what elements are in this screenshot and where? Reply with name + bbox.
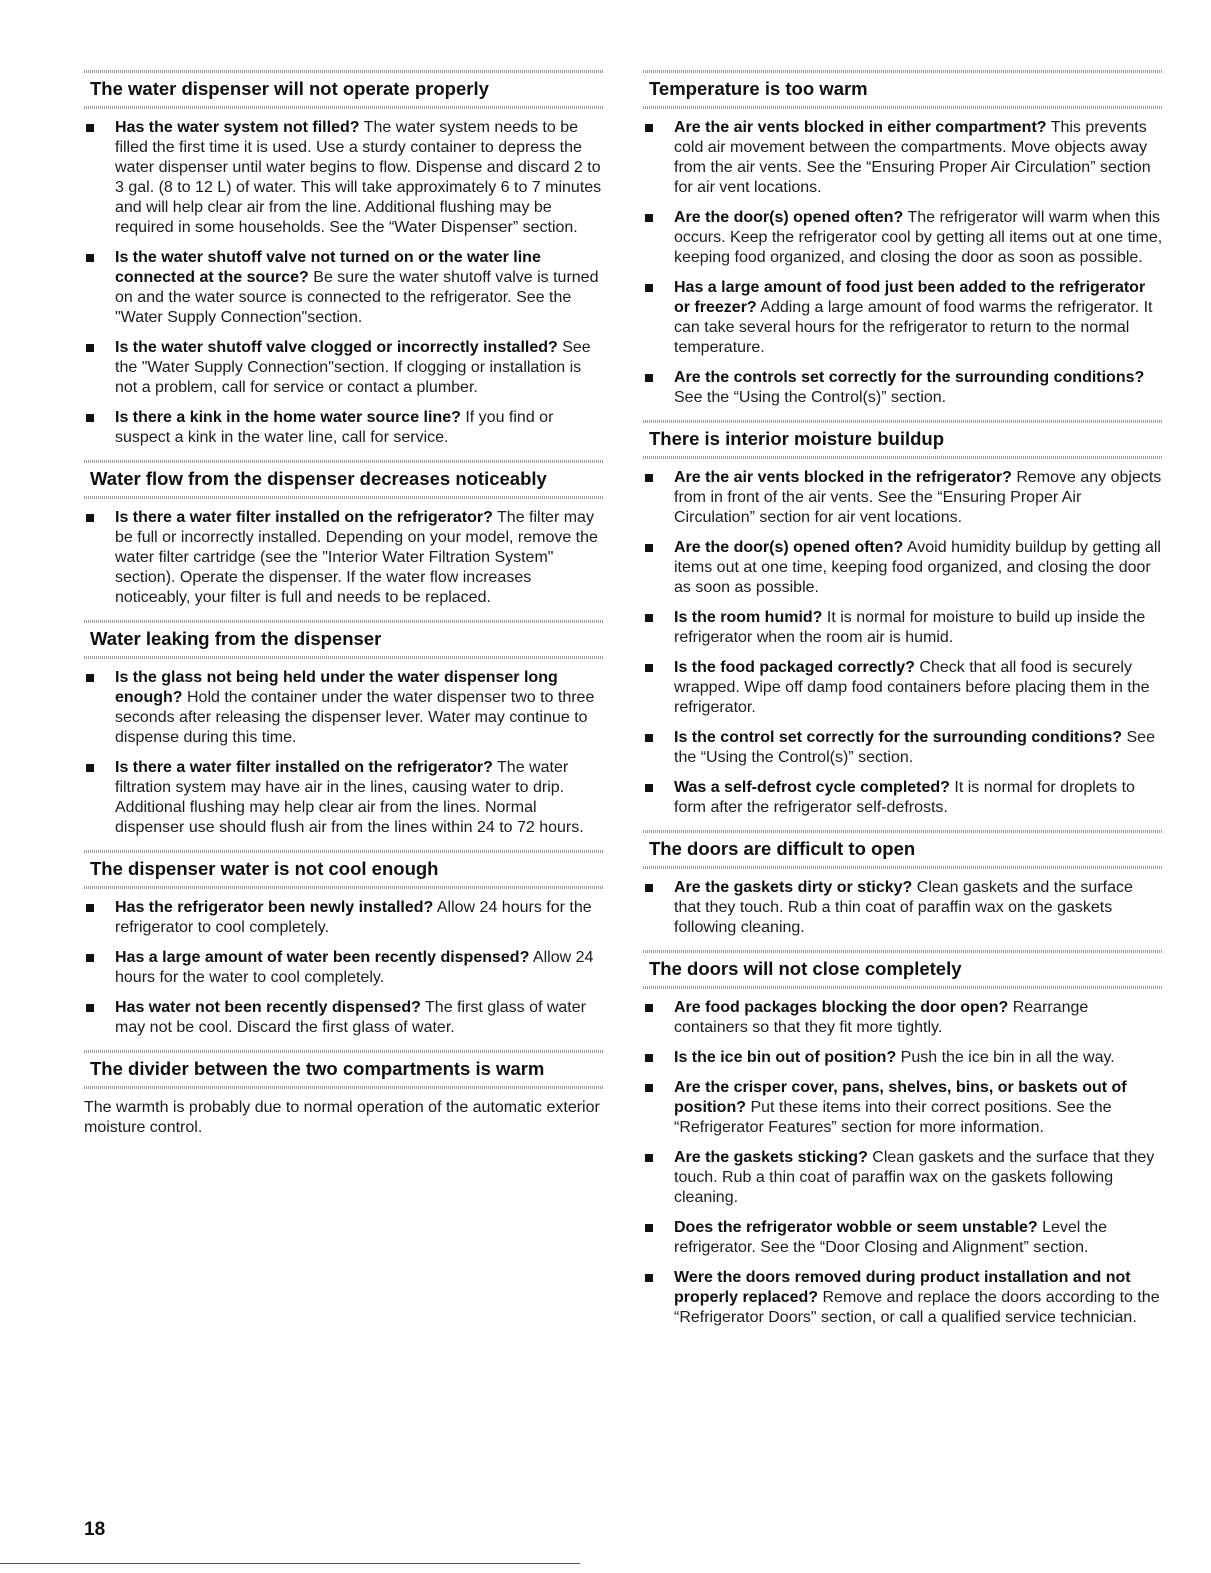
square-bullet-icon <box>645 284 653 292</box>
answer-text: The water filtration system may have air in the lines, causing water to drip. Additional flushing may help clear air from the lines. Normal dispenser use should flush air from the lines within 24 to 72 hours. <box>115 759 584 836</box>
answer-text: Clean gaskets and the surface that they touch. Rub a thin coat of paraffin wax on the gaskets following cleaning. <box>674 1149 1155 1206</box>
question-list <box>84 898 604 1038</box>
square-bullet-icon <box>86 954 94 962</box>
list-item <box>643 998 1163 1038</box>
square-bullet-icon <box>645 544 653 552</box>
square-bullet-icon <box>86 124 94 132</box>
section-heading-band <box>84 460 604 499</box>
question-text: Is the water shutoff valve not turned on or the water line connected at the source? <box>115 249 541 286</box>
square-bullet-icon <box>86 904 94 912</box>
question-text: Are the air vents blocked in the refrigerator? <box>674 469 1012 486</box>
square-bullet-icon <box>645 664 653 672</box>
list-item <box>84 898 604 938</box>
list-item <box>643 658 1163 718</box>
answer-text: See the "Water Supply Connection"section. If clogging or installation is not a problem, call for service or contact a plumber. <box>115 339 591 396</box>
list-item <box>643 1078 1163 1138</box>
answer-text: Check that all food is securely wrapped. Wipe off damp food containers before placing them in the refrigerator. <box>674 659 1150 716</box>
answer-text: It is normal for droplets to form after the refrigerator self-defrosts. <box>674 779 1135 816</box>
question-list <box>643 878 1163 938</box>
square-bullet-icon <box>645 124 653 132</box>
section-heading-band <box>643 830 1163 869</box>
section-heading: The dispenser water is not cool enough <box>90 858 439 879</box>
section-heading: The doors are difficult to open <box>649 838 916 859</box>
question-text: Is there a water filter installed on the refrigerator? <box>115 509 493 526</box>
troubleshooting-section <box>643 70 1163 408</box>
answer-text: Level the refrigerator. See the “Door Closing and Alignment” section. <box>674 1219 1108 1256</box>
troubleshooting-section <box>84 1050 604 1138</box>
square-bullet-icon <box>645 734 653 742</box>
square-bullet-icon <box>86 1004 94 1012</box>
answer-text: See the “Using the Control(s)” section. <box>674 389 947 406</box>
question-text: Are food packages blocking the door open? <box>674 999 1009 1016</box>
list-item <box>643 118 1163 198</box>
answer-text: Clean gaskets and the surface that they touch. Rub a thin coat of paraffin wax on the gaskets following cleaning. <box>674 879 1133 936</box>
question-text: Are the gaskets dirty or sticky? <box>674 879 913 896</box>
square-bullet-icon <box>645 1224 653 1232</box>
section-heading-band <box>643 950 1163 989</box>
list-item <box>84 338 604 398</box>
troubleshooting-section <box>643 420 1163 818</box>
answer-text: Be sure the water shutoff valve is turned on and the water source is connected to the refrigerator. See the "Water Supply Connection"section. <box>115 269 599 326</box>
question-list <box>84 668 604 838</box>
section-heading: The water dispenser will not operate properly <box>90 78 489 99</box>
answer-text: This prevents cold air movement between the compartments. Move objects away from the air vents. See the “Ensuring Proper Air Circulation” section for air vent locations. <box>674 119 1151 196</box>
question-text: Does the refrigerator wobble or seem unstable? <box>674 1219 1038 1236</box>
question-text: Has water not been recently dispensed? <box>115 999 421 1016</box>
square-bullet-icon <box>645 1054 653 1062</box>
question-text: Has the water system not filled? <box>115 119 360 136</box>
square-bullet-icon <box>645 884 653 892</box>
square-bullet-icon <box>86 764 94 772</box>
page-number: 18 <box>84 1519 106 1540</box>
question-list <box>84 118 604 448</box>
question-text: Has the refrigerator been newly installed? <box>115 899 434 916</box>
square-bullet-icon <box>86 254 94 262</box>
answer-text: Remove and replace the doors according to the “Refrigerator Doors" section, or call a qualified service technician. <box>674 1289 1160 1326</box>
answer-text: The refrigerator will warm when this occurs. Keep the refrigerator cool by getting all items out at one time, keeping food organized, and closing the door as soon as possible. <box>674 209 1163 266</box>
list-item <box>643 728 1163 768</box>
section-heading: Water leaking from the dispenser <box>90 628 382 649</box>
section-heading: The doors will not close completely <box>649 958 962 979</box>
list-item <box>84 998 604 1038</box>
list-item <box>643 1048 1163 1068</box>
list-item <box>643 278 1163 358</box>
square-bullet-icon <box>86 414 94 422</box>
square-bullet-icon <box>645 1154 653 1162</box>
question-text: Is there a water filter installed on the refrigerator? <box>115 759 493 776</box>
square-bullet-icon <box>645 374 653 382</box>
bottom-rule <box>0 1563 580 1564</box>
question-text: Are the gaskets sticking? <box>674 1149 868 1166</box>
list-item <box>84 758 604 838</box>
answer-text: The first glass of water may not be cool. Discard the first glass of water. <box>115 999 586 1036</box>
answer-text: Adding a large amount of food warms the refrigerator. It can take several hours for the refrigerator to return to the normal temperature. <box>674 299 1153 356</box>
question-text: Was a self-defrost cycle completed? <box>674 779 950 796</box>
answer-text: Allow 24 hours for the water to cool completely. <box>115 949 594 986</box>
troubleshooting-section <box>643 830 1163 938</box>
answer-text: Avoid humidity buildup by getting all items out at one time, keeping food organized, and closing the door as soon as possible. <box>674 539 1161 596</box>
left-column <box>84 70 604 1150</box>
section-heading-band <box>643 70 1163 109</box>
list-item <box>643 1268 1163 1328</box>
list-item <box>643 468 1163 528</box>
question-text: Has a large amount of food just been added to the refrigerator or freezer? <box>674 279 1146 316</box>
section-heading-band <box>84 850 604 889</box>
list-item <box>84 248 604 328</box>
answer-text: If you find or suspect a kink in the water line, call for service. <box>115 409 554 446</box>
square-bullet-icon <box>645 214 653 222</box>
question-text: Is the ice bin out of position? <box>674 1049 897 1066</box>
question-list <box>643 998 1163 1328</box>
troubleshooting-section <box>84 460 604 608</box>
section-heading: The divider between the two compartments is warm <box>90 1058 545 1079</box>
square-bullet-icon <box>86 674 94 682</box>
list-item <box>84 668 604 748</box>
section-heading-band <box>84 620 604 659</box>
answer-text: Allow 24 hours for the refrigerator to cool completely. <box>115 899 592 936</box>
question-text: Were the doors removed during product installation and not properly replaced? <box>674 1269 1131 1306</box>
answer-text: It is normal for moisture to build up inside the refrigerator when the room air is humid. <box>674 609 1146 646</box>
question-list <box>643 118 1163 408</box>
list-item <box>643 1218 1163 1258</box>
square-bullet-icon <box>86 514 94 522</box>
question-text: Is the water shutoff valve clogged or incorrectly installed? <box>115 339 558 356</box>
section-heading-band <box>84 70 604 109</box>
answer-text: Hold the container under the water dispenser two to three seconds after releasing the dispenser lever. Water may continue to dispense during this time. <box>115 689 595 746</box>
question-text: Is there a kink in the home water source line? <box>115 409 461 426</box>
question-text: Are the crisper cover, pans, shelves, bins, or baskets out of position? <box>674 1079 1127 1116</box>
list-item <box>643 538 1163 598</box>
square-bullet-icon <box>645 1274 653 1282</box>
section-heading: There is interior moisture buildup <box>649 428 945 449</box>
square-bullet-icon <box>645 784 653 792</box>
list-item <box>84 508 604 608</box>
question-list <box>84 508 604 608</box>
list-item <box>643 778 1163 818</box>
question-text: Has a large amount of water been recently dispensed? <box>115 949 530 966</box>
answer-text: Push the ice bin in all the way. <box>900 1049 1115 1066</box>
right-column <box>643 70 1163 1340</box>
answer-text: Put these items into their correct positions. See the “Refrigerator Features” section for more information. <box>674 1099 1112 1136</box>
question-text: Are the air vents blocked in either compartment? <box>674 119 1047 136</box>
answer-text: The filter may be full or incorrectly installed. Depending on your model, remove the water filter cartridge (see the "Interior Water Filtration System" section). Operate the dispenser. If the water flow increases noticeably, your filter is full and needs to be replaced. <box>115 509 598 606</box>
section-body-text: The warmth is probably due to normal operation of the automatic exterior moisture control. <box>84 1099 600 1136</box>
troubleshooting-section <box>84 620 604 838</box>
square-bullet-icon <box>645 1004 653 1012</box>
question-text: Are the door(s) opened often? <box>674 209 904 226</box>
question-text: Are the controls set correctly for the surrounding conditions? <box>674 369 1145 386</box>
list-item <box>643 608 1163 648</box>
list-item <box>643 1148 1163 1208</box>
section-heading: Temperature is too warm <box>649 78 868 99</box>
answer-text: See the “Using the Control(s)” section. <box>674 729 1155 766</box>
list-item <box>84 118 604 238</box>
question-text: Is the glass not being held under the water dispenser long enough? <box>115 669 558 706</box>
square-bullet-icon <box>645 1084 653 1092</box>
answer-text: Remove any objects from in front of the air vents. See the “Ensuring Proper Air Circulation” section for air vent locations. <box>674 469 1162 526</box>
square-bullet-icon <box>86 344 94 352</box>
question-text: Is the room humid? <box>674 609 823 626</box>
section-heading: Water flow from the dispenser decreases noticeably <box>90 468 547 489</box>
square-bullet-icon <box>645 614 653 622</box>
list-item <box>643 208 1163 268</box>
list-item <box>84 948 604 988</box>
section-heading-band <box>643 420 1163 459</box>
question-list <box>643 468 1163 818</box>
section-heading-band <box>84 1050 604 1089</box>
list-item <box>643 368 1163 408</box>
troubleshooting-section <box>84 70 604 448</box>
question-text: Is the food packaged correctly? <box>674 659 915 676</box>
question-text: Are the door(s) opened often? <box>674 539 904 556</box>
list-item <box>643 878 1163 938</box>
answer-text: Rearrange containers so that they fit more tightly. <box>674 999 1089 1036</box>
question-text: Is the control set correctly for the surrounding conditions? <box>674 729 1123 746</box>
troubleshooting-section <box>84 850 604 1038</box>
list-item <box>84 408 604 448</box>
answer-text: The water system needs to be filled the first time it is used. Use a sturdy container to depress the water dispenser until water begins to flow. Dispense and discard 2 to 3 gal. (8 to 12 L) of water. This will take approximately 6 to 7 minutes and will help clear air from the line. Additional flushing may be required in some households. See the “Water Dispenser” section. <box>115 119 602 236</box>
square-bullet-icon <box>645 474 653 482</box>
troubleshooting-section <box>643 950 1163 1328</box>
